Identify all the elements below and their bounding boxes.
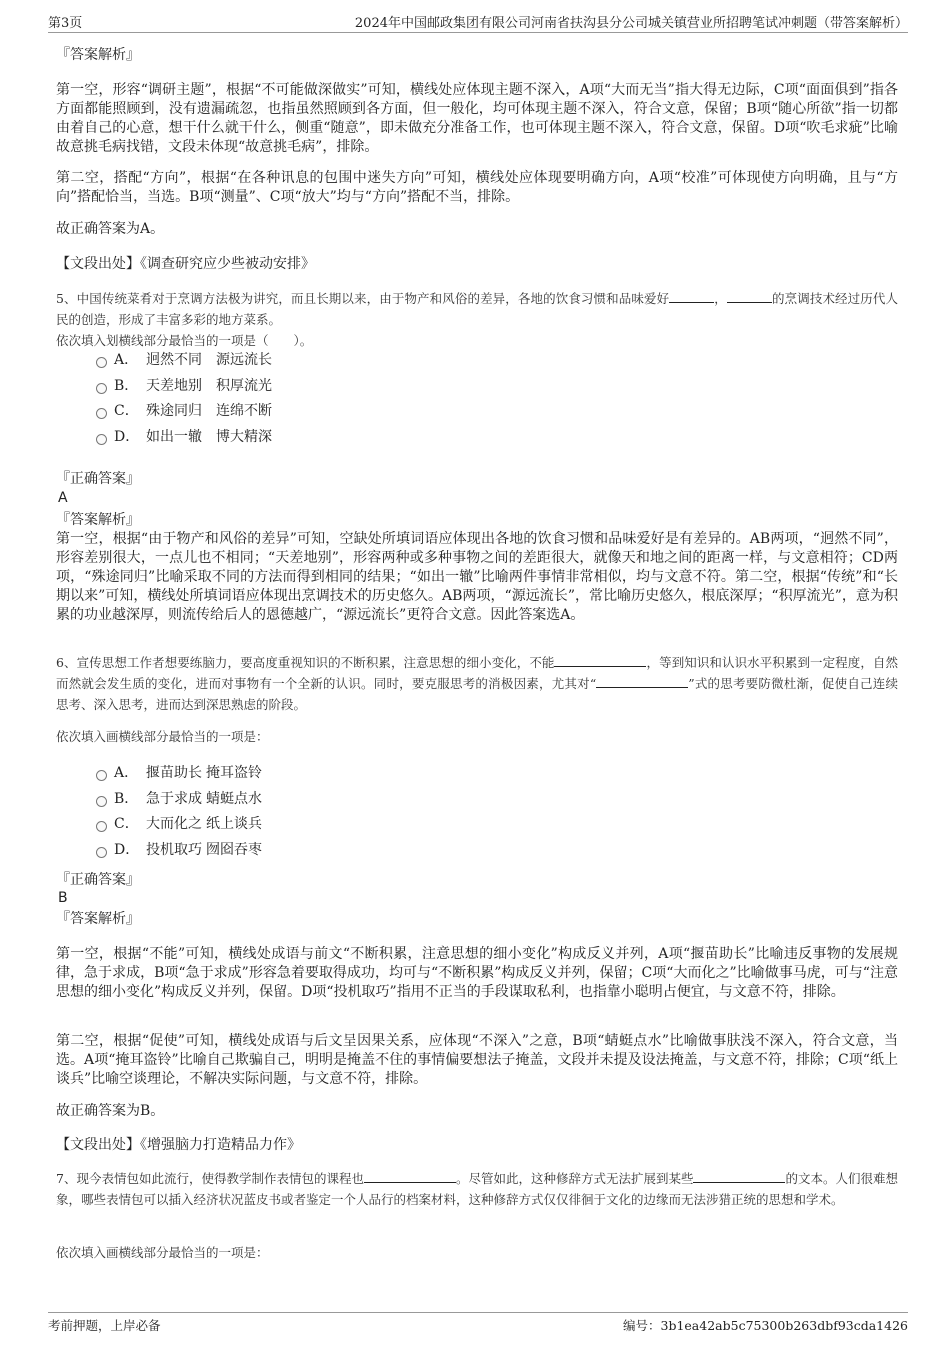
q7-blank-1 (364, 1168, 456, 1183)
page-footer (48, 1312, 908, 1335)
q6-analysis-para2: 第二空，根据“促使”可知，横线处成语与后文呈因果关系，应体现“不深入”之意，B项“蜻蜓点水”比喻做事肤浅不深入，符合文意，当选。A项“掩耳盗铃”比喻自己欺骗自己，明明是掩盖不住的事情偏要想法子掩盖，文段并未提及设法掩盖，与文意不符，排除；C项“纸上谈兵”比喻空谈理论，不解决实际问题，与文意不符，排除。 (56, 1033, 898, 1087)
q5-stem-part1: 5、中国传统菜肴对于烹调方法极为讲究，而且长期以来，由于物产和风俗的差异，各地的饮食习惯和品味爱好 (56, 291, 670, 306)
q4-analysis-label: 『答案解析』 (56, 47, 140, 63)
q6-blank-1 (554, 652, 646, 667)
q5-option-a[interactable]: A． 迥然不同 源远流长 (96, 348, 496, 374)
radio-icon[interactable] (96, 408, 107, 419)
radio-icon[interactable] (96, 821, 107, 832)
q6-option-c[interactable]: C． 大而化之 纸上谈兵 (96, 812, 496, 838)
q5-blank-2 (727, 288, 772, 303)
q5-option-c[interactable]: C． 殊途同归 连绵不断 (96, 399, 496, 425)
q6-source: 【文段出处】《增强脑力打造精品力作》 (56, 1137, 301, 1153)
q4-analysis-para2: 第二空，搭配“方向”，根据“在各种讯息的包围中迷失方向”可知，横线处应体现要明确方向，A项“校准”可体现使方向明确，且与“方向”搭配恰当，当选。B项“测量”、C项“放大”均与“方向”搭配不当，排除。 (56, 170, 898, 205)
q5-blank-1 (669, 288, 714, 303)
q6-stem-part1: 6、宣传思想工作者想要练脑力，要高度重视知识的不断积累，注意思想的细小变化，不能 (56, 655, 555, 670)
q6-analysis-para1: 第一空，根据“不能”可知，横线处成语与前文“不断积累，注意思想的细小变化”构成反义并列，A项“揠苗助长”比喻违反事物的发展规律，急于求成，B项“急于求成”形容急着要取得成功，均可与“不断积累”构成反义并列，保留；C项“大而化之”比喻做事马虎，可与“注意思想的细小变化”构成反义并列，保留。D项“投机取巧”指用不正当的手段谋取私利，也指靠小聪明占便宜，与文意不符，排除。 (56, 946, 898, 1000)
q6-conclusion: 故正确答案为B。 (56, 1103, 165, 1119)
radio-icon[interactable] (96, 796, 107, 807)
q5-stem (56, 288, 898, 330)
radio-icon[interactable] (96, 357, 107, 368)
q6-option-b[interactable]: B． 急于求成 蜻蜓点水 (96, 787, 496, 813)
q6-stem (56, 652, 898, 715)
q5-stem-part2: 的烹调技术经过历代人民的创造，形成了丰富多彩的地方菜系。 (56, 291, 898, 327)
q4-conclusion: 故正确答案为A。 (56, 221, 165, 237)
q5-analysis-label: 『答案解析』 (56, 512, 140, 528)
q6-stem-part3: ”式的思考要防微杜渐，促使自己连续思考、深入思考，进而达到深思熟虑的阶段。 (56, 676, 898, 712)
q7-stem-part2: 。尽管如此，这种修辞方式无法扩展到某些 (455, 1171, 694, 1186)
q4-source: 【文段出处】《调查研究应少些被动安排》 (56, 256, 315, 272)
page-number: 第3页 (48, 16, 83, 31)
q6-stem-part2: ，等到知识和认识水平积累到一定程度，自然而然就会发生质的变化，进而对事物有一个全新的认识。同时，要克服思考的消极因素，尤其对“ (56, 655, 898, 691)
q6-option-d[interactable]: D． 投机取巧 囫囵吞枣 (96, 838, 496, 864)
footer-serial: 编号：3b1ea42ab5c75300b263dbf93cda1426 (623, 1318, 908, 1333)
q5-correct-label: 『正确答案』 (56, 471, 140, 487)
q5-analysis: 第一空，根据“由于物产和风俗的差异”可知，空缺处所填词语应体现出各地的饮食习惯和品味爱好是有差异的。AB两项，“迥然不同”，形容差别很大，一点儿也不相同；“天差地别”，形容两种或多种事物之间的差距很大，就像天和地之间的距离一样，与文意相符；CD两项，“殊途同归”比喻采取不同的方法而得到相同的结果；“如出一辙”比喻两件事情非常相似，均与文意不符。第二空，根据“传统”和“长期以来”可知，横线处所填词语应体现出烹调技术的历史悠久。AB两项，“源远流长”，常比喻历史悠久，根底深厚；“积厚流光”，意为积累的功业越深厚，则流传给后人的恩德越广，“源远流长”更符合文意。因此答案选A。 (56, 531, 898, 623)
q7-blank-2 (693, 1168, 785, 1183)
q5-stem-sep: ， (714, 291, 727, 306)
q5-option-b[interactable]: B． 天差地别 积厚流光 (96, 374, 496, 400)
q6-prompt: 依次填入画横线部分最恰当的一项是： (56, 729, 269, 744)
document-title: 2024年中国邮政集团有限公司河南省扶沟县分公司城关镇营业所招聘笔试冲刺题（带答案解析） (354, 16, 908, 31)
q7-stem (56, 1168, 898, 1210)
q4-analysis-para1: 第一空，形容“调研主题”，根据“不可能做深做实”可知，横线处应体现主题不深入，A项“大而无当”指大得无边际，C项“面面俱到”指各方面都能照顾到，没有遗漏疏忽，也指虽然照顾到各方面，但一般化，均可体现主题不深入，符合文意，保留；B项“随心所欲”指一切都由着自己的心意，想干什么就干什么，侧重“随意”，即未做充分准备工作，也可体现主题不深入，符合文意，保留。D项“吹毛求疵”比喻故意挑毛病找错，文段未体现“故意挑毛病”，排除。 (56, 82, 898, 155)
q5-options (96, 348, 496, 450)
q6-blank-2 (596, 673, 688, 688)
q6-option-a[interactable]: A． 揠苗助长 掩耳盗铃 (96, 761, 496, 787)
radio-icon[interactable] (96, 383, 107, 394)
q6-correct-answer: B (58, 890, 68, 906)
q6-options (96, 761, 496, 863)
q5-correct-answer: A (58, 490, 68, 506)
q6-correct-label: 『正确答案』 (56, 872, 140, 888)
q7-stem-part1: 7、现今表情包如此流行，使得教学制作表情包的课程也 (56, 1171, 364, 1186)
radio-icon[interactable] (96, 770, 107, 781)
radio-icon[interactable] (96, 434, 107, 445)
footer-slogan: 考前押题，上岸必备 (48, 1318, 161, 1333)
q5-option-d[interactable]: D． 如出一辙 博大精深 (96, 425, 496, 451)
radio-icon[interactable] (96, 847, 107, 858)
q7-stem-part3: 的文本。人们很难想象，哪些表情包可以插入经济状况蓝皮书或者鉴定一个人品行的档案材料，这种修辞方式仅仅徘徊于文化的边缘而无法涉猎正统的思想和学术。 (56, 1171, 898, 1207)
q7-prompt: 依次填入画横线部分最恰当的一项是： (56, 1245, 269, 1260)
q5-prompt: 依次填入划横线部分最恰当的一项是（ ）。 (56, 333, 313, 348)
page-header (48, 10, 908, 33)
q6-analysis-label: 『答案解析』 (56, 911, 140, 927)
